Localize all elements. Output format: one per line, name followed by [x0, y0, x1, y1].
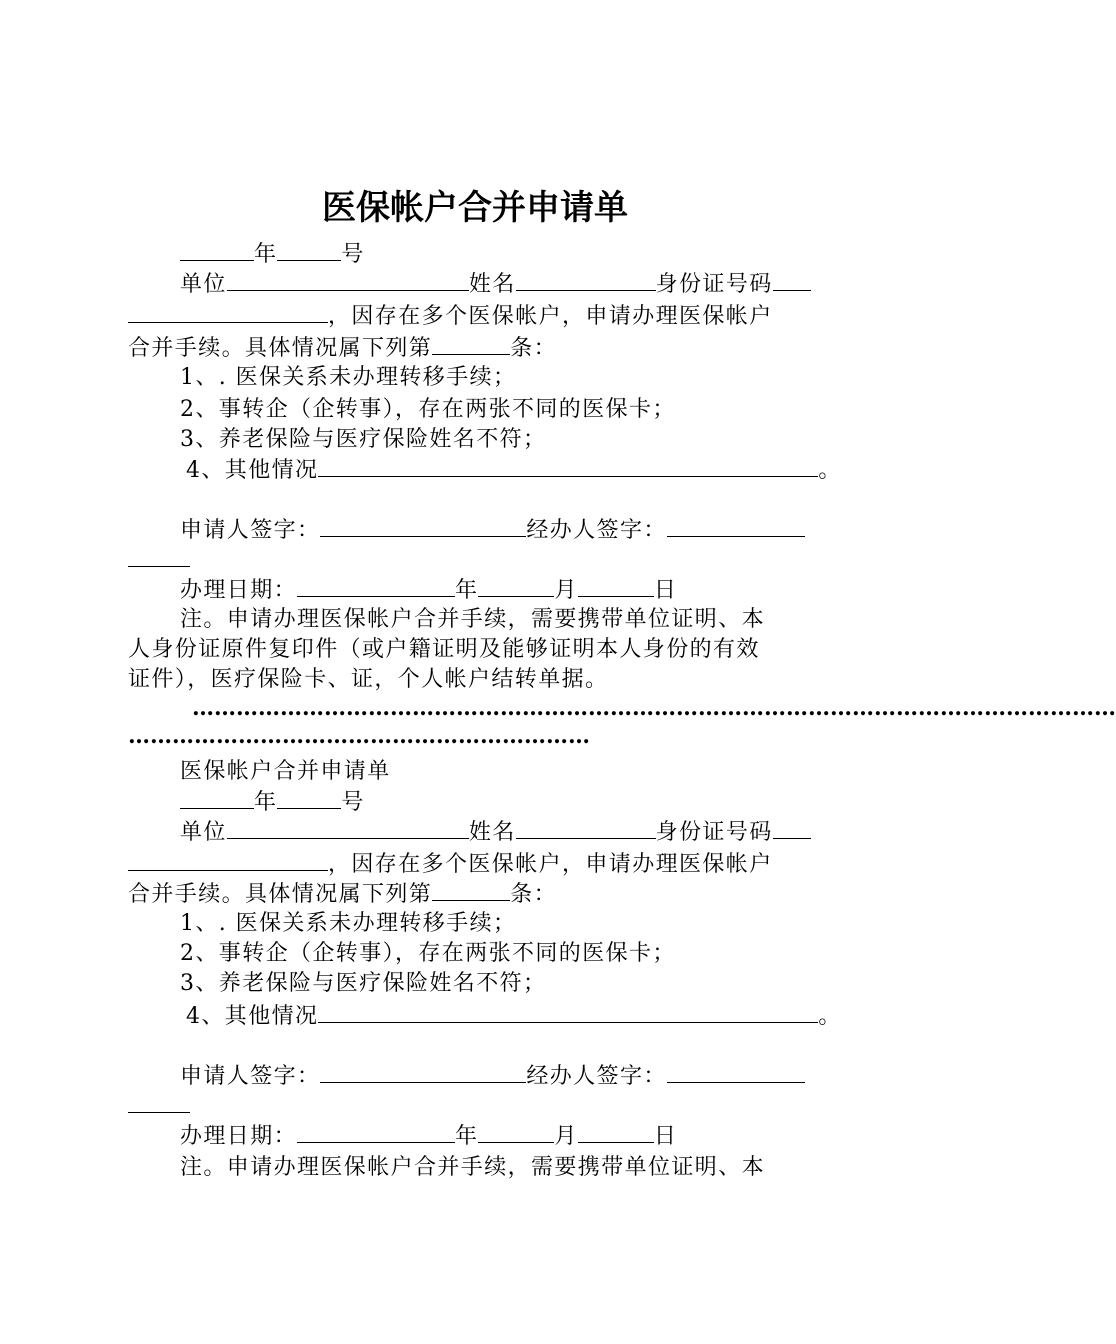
date-line [180, 574, 898, 607]
handler-sign-blank-cont-2[interactable] [128, 1090, 190, 1113]
signature-line-cont-2 [128, 1090, 846, 1123]
date-year-blank-2[interactable] [297, 1120, 455, 1143]
signature-line-2 [180, 1060, 898, 1093]
date-label: 办理日期： [180, 578, 298, 603]
reason-line-2 [128, 332, 846, 365]
reason-tail: 条： [510, 336, 558, 361]
number-blank-2[interactable] [277, 786, 341, 809]
reason-line [128, 300, 846, 333]
unit-blank-2[interactable] [227, 816, 469, 839]
item-4-label: 4、其他情况 [186, 458, 319, 483]
note-line-3: 证件），医疗保险卡、证，个人帐户结转单据。 [128, 667, 609, 692]
note-line-2: 人身份证原件复印件（或户籍证明及能够证明本人身份的有效 [128, 637, 760, 662]
reason-line-2b [128, 878, 846, 911]
page-title: 医保帐户合并申请单 [322, 188, 628, 228]
reason-text-2b: 合并手续。具体情况属下列第 [128, 882, 433, 907]
number-label: 号 [341, 242, 365, 267]
item-4b [186, 1000, 904, 1033]
applicant-sign-blank-2[interactable] [320, 1060, 526, 1083]
name-blank[interactable] [516, 268, 656, 291]
dotted-separator: ……………………………………………………………………………………………………………… [192, 695, 1116, 721]
signature-line-cont [128, 544, 846, 577]
handler-sign-blank-cont[interactable] [128, 544, 190, 567]
date-year-blank[interactable] [297, 574, 455, 597]
date-line-2 [180, 1120, 898, 1153]
handler-sign-blank[interactable] [667, 514, 805, 537]
name-label-2: 姓名 [468, 820, 516, 845]
date-month-label: 月 [554, 578, 578, 603]
year-blank[interactable] [180, 238, 254, 261]
item-1: 1、. 医保关系未办理转移手续； [180, 365, 517, 390]
unit-label: 单位 [180, 272, 227, 297]
year-number-line [180, 238, 898, 271]
year-label-2: 年 [254, 790, 278, 815]
id-blank-cont[interactable] [128, 300, 328, 323]
item-3: 3、养老保险与医疗保险姓名不符； [180, 427, 547, 452]
unit-label-2: 单位 [180, 820, 227, 845]
reason-line-b [128, 848, 846, 881]
item-number-blank-2[interactable] [432, 878, 510, 901]
item-3b: 3、养老保险与医疗保险姓名不符； [180, 971, 547, 996]
unit-line [180, 268, 898, 301]
date-year-label: 年 [455, 578, 479, 603]
name-blank-2[interactable] [516, 816, 656, 839]
id-label-2: 身份证号码 [655, 820, 773, 845]
date-day-label: 日 [653, 578, 678, 603]
name-label: 姓名 [468, 272, 516, 297]
reason-text-b: ，因存在多个医保帐户，申请办理医保帐户 [328, 852, 773, 877]
applicant-sign-label: 申请人签字： [180, 518, 321, 543]
other-blank-2[interactable] [318, 1000, 818, 1023]
number-label-2: 号 [341, 790, 365, 815]
year-label: 年 [254, 242, 278, 267]
item-number-blank[interactable] [432, 332, 510, 355]
item-4-end-2: 。 [818, 1004, 842, 1029]
date-month-label-2: 月 [554, 1124, 578, 1149]
date-month-blank[interactable] [478, 574, 554, 597]
date-day-blank[interactable] [578, 574, 654, 597]
date-month-blank-2[interactable] [478, 1120, 554, 1143]
date-day-label-2: 日 [653, 1124, 678, 1149]
reason-tail-2: 条： [510, 882, 558, 907]
item-2: 2、事转企（企转事），存在两张不同的医保卡； [180, 397, 676, 422]
id-blank[interactable] [773, 268, 811, 291]
number-blank[interactable] [277, 238, 341, 261]
note-line-1b: 注。申请办理医保帐户合并手续，需要携带单位证明、本 [180, 1155, 766, 1180]
item-4-end: 。 [818, 458, 842, 483]
item-2b: 2、事转企（企转事），存在两张不同的医保卡； [180, 941, 676, 966]
unit-line-2 [180, 816, 898, 849]
date-year-label-2: 年 [455, 1124, 479, 1149]
handler-sign-blank-2[interactable] [667, 1060, 805, 1083]
date-day-blank-2[interactable] [578, 1120, 654, 1143]
unit-blank[interactable] [227, 268, 469, 291]
handler-sign-label-2: 经办人签字： [526, 1064, 667, 1089]
applicant-sign-label-2: 申请人签字： [180, 1064, 321, 1089]
item-4-label-2: 4、其他情况 [186, 1004, 319, 1029]
id-blank-2[interactable] [773, 816, 811, 839]
reason-text: ，因存在多个医保帐户，申请办理医保帐户 [328, 304, 773, 329]
note-line-1: 注。申请办理医保帐户合并手续，需要携带单位证明、本 [180, 607, 766, 632]
other-blank[interactable] [318, 454, 818, 477]
reason-text-2: 合并手续。具体情况属下列第 [128, 336, 433, 361]
id-label: 身份证号码 [655, 272, 773, 297]
handler-sign-label: 经办人签字： [526, 518, 667, 543]
dotted-separator-cont: ……………………………………………………… [128, 723, 590, 749]
item-1b: 1、. 医保关系未办理转移手续； [180, 911, 517, 936]
applicant-sign-blank[interactable] [320, 514, 526, 537]
item-4 [186, 454, 904, 487]
year-blank-2[interactable] [180, 786, 254, 809]
id-blank-cont-2[interactable] [128, 848, 328, 871]
year-number-line-2 [180, 786, 898, 819]
signature-line [180, 514, 898, 547]
subtitle: 医保帐户合并申请单 [180, 759, 391, 784]
date-label-2: 办理日期： [180, 1124, 298, 1149]
